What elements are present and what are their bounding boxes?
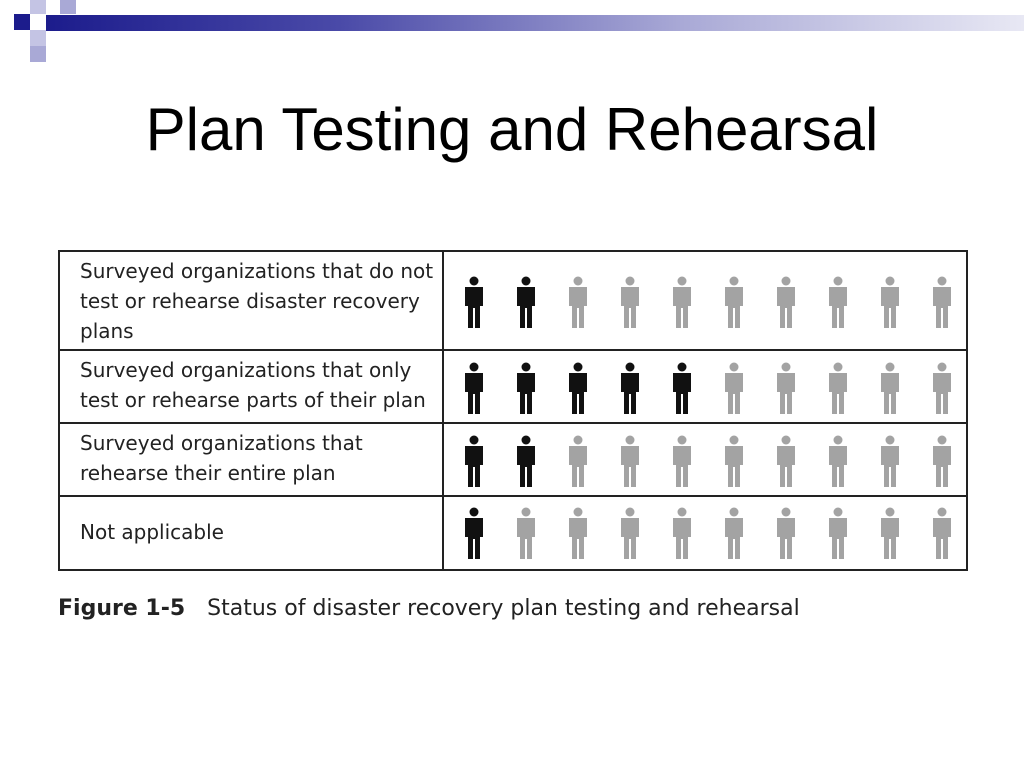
person-icon-empty: [566, 435, 590, 487]
person-icon-filled: [514, 276, 538, 328]
person-icon-empty: [826, 362, 850, 414]
person-icon-empty: [618, 435, 642, 487]
person-icon-empty: [566, 276, 590, 328]
person-icon-empty: [514, 507, 538, 559]
person-icon-filled: [670, 362, 694, 414]
person-icon-filled: [566, 362, 590, 414]
person-icon-empty: [670, 435, 694, 487]
person-icon-empty: [670, 276, 694, 328]
person-icon-empty: [878, 435, 902, 487]
person-icon-empty: [774, 362, 798, 414]
person-icon-empty: [878, 507, 902, 559]
header-gradient-bar: [46, 15, 1024, 31]
person-icon-filled: [462, 507, 486, 559]
person-icon-empty: [566, 507, 590, 559]
pictograph-row: [60, 252, 966, 351]
row-label: Surveyed organizations that only test or rehearse parts of their plan: [60, 351, 444, 422]
person-icon-empty: [878, 276, 902, 328]
person-icon-empty: [774, 276, 798, 328]
slide-title: Plan Testing and Rehearsal: [145, 96, 879, 163]
pictograph-row: [60, 351, 966, 424]
people-icons: [444, 252, 966, 349]
pictograph-row: [60, 497, 966, 569]
person-icon-empty: [826, 435, 850, 487]
person-icon-empty: [878, 362, 902, 414]
figure-caption: [58, 596, 800, 621]
person-icon-empty: [670, 507, 694, 559]
row-label: Surveyed organizations that do not test or rehearse disaster recovery plans: [60, 252, 444, 349]
figure-caption-text: Status of disaster recovery plan testing and rehearsal: [207, 596, 800, 621]
people-icons: [444, 351, 966, 422]
person-icon-empty: [618, 276, 642, 328]
person-icon-filled: [462, 435, 486, 487]
person-icon-empty: [930, 435, 954, 487]
row-label: Surveyed organizations that rehearse their entire plan: [60, 424, 444, 495]
person-icon-empty: [722, 507, 746, 559]
row-label: Not applicable: [60, 497, 444, 569]
person-icon-empty: [930, 276, 954, 328]
person-icon-filled: [514, 435, 538, 487]
figure-number: Figure 1-5: [58, 596, 186, 621]
person-icon-empty: [930, 507, 954, 559]
people-icons: [444, 497, 966, 569]
pictograph-row: [60, 424, 966, 497]
person-icon-filled: [618, 362, 642, 414]
person-icon-empty: [774, 507, 798, 559]
person-icon-empty: [826, 507, 850, 559]
person-icon-empty: [722, 276, 746, 328]
pictograph-figure: [58, 250, 968, 571]
person-icon-filled: [462, 276, 486, 328]
person-icon-empty: [618, 507, 642, 559]
person-icon-empty: [826, 276, 850, 328]
person-icon-filled: [514, 362, 538, 414]
person-icon-empty: [722, 362, 746, 414]
person-icon-empty: [774, 435, 798, 487]
person-icon-empty: [722, 435, 746, 487]
people-icons: [444, 424, 966, 495]
person-icon-empty: [930, 362, 954, 414]
person-icon-filled: [462, 362, 486, 414]
